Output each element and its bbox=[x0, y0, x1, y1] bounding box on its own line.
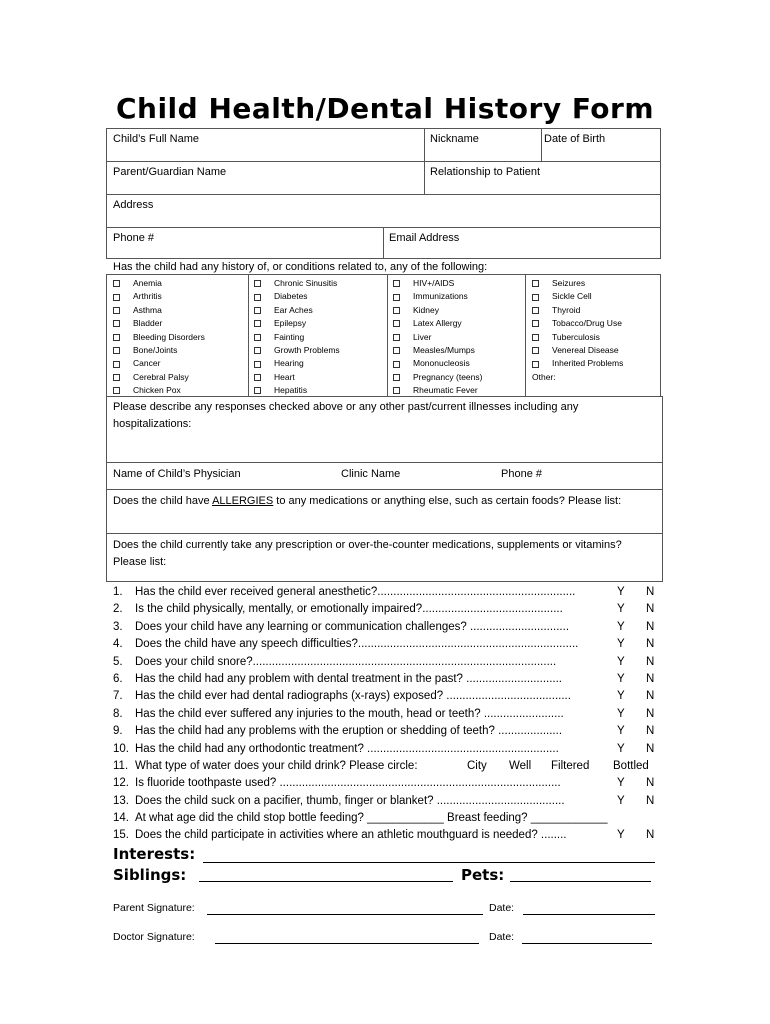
condition-item[interactable] bbox=[532, 331, 660, 344]
condition-label: Tuberculosis bbox=[552, 331, 600, 342]
yes-option[interactable]: Y bbox=[617, 620, 625, 633]
checkbox[interactable] bbox=[393, 374, 400, 381]
condition-item[interactable] bbox=[254, 331, 388, 344]
relationship-label: Relationship to Patient bbox=[430, 166, 541, 178]
checkbox[interactable] bbox=[254, 334, 261, 341]
condition-item[interactable] bbox=[254, 317, 388, 330]
question-text: Has the child had any problems with the eruption or shedding of teeth? .................... bbox=[135, 725, 563, 738]
condition-label: Chicken Pox bbox=[133, 385, 181, 396]
question-text: Has the child ever received general anesthetic?.............................................................. bbox=[135, 586, 576, 598]
address-field[interactable] bbox=[107, 195, 660, 228]
condition-item[interactable] bbox=[532, 304, 660, 317]
checkbox[interactable] bbox=[532, 307, 539, 314]
condition-label: Inherited Problems bbox=[552, 358, 624, 369]
condition-item[interactable] bbox=[254, 357, 388, 370]
doctor-signature-line[interactable] bbox=[215, 943, 479, 944]
condition-item[interactable] bbox=[393, 317, 527, 330]
medications-field[interactable] bbox=[107, 534, 662, 581]
condition-label: Immunizations bbox=[413, 291, 468, 302]
no-option[interactable]: N bbox=[646, 707, 655, 720]
checkbox[interactable] bbox=[113, 280, 120, 287]
condition-label: Bleeding Disorders bbox=[133, 331, 205, 342]
address-label: Address bbox=[113, 199, 154, 211]
checkbox[interactable] bbox=[254, 374, 261, 381]
checkbox[interactable] bbox=[393, 294, 400, 301]
condition-label: Rheumatic Fever bbox=[413, 385, 478, 396]
no-option[interactable]: N bbox=[646, 794, 655, 807]
condition-item[interactable] bbox=[532, 290, 660, 303]
checkbox[interactable] bbox=[254, 280, 261, 287]
question-row bbox=[113, 775, 658, 792]
condition-item[interactable] bbox=[254, 277, 388, 290]
physician-row[interactable] bbox=[107, 463, 662, 490]
dob-label: Date of Birth bbox=[544, 133, 606, 145]
question-row bbox=[113, 827, 658, 844]
child-name-label: Child’s Full Name bbox=[113, 133, 199, 145]
condition-item[interactable] bbox=[254, 304, 388, 317]
yes-option[interactable]: Y bbox=[617, 672, 625, 685]
question-number: 13. bbox=[113, 794, 129, 807]
condition-label: Asthma bbox=[133, 304, 162, 315]
question-row bbox=[113, 688, 658, 705]
conditions-col-2 bbox=[254, 277, 388, 398]
condition-label: Bone/Joints bbox=[133, 344, 178, 355]
question-row bbox=[113, 758, 658, 775]
condition-label: Chronic Sinusitis bbox=[274, 278, 338, 288]
question-row bbox=[113, 810, 658, 827]
question-row bbox=[113, 619, 658, 636]
condition-item[interactable] bbox=[113, 344, 247, 357]
no-option[interactable]: N bbox=[646, 777, 655, 790]
question-row bbox=[113, 636, 658, 653]
question-text: Does the child suck on a pacifier, thumb, finger or blanket? ........................................ bbox=[135, 794, 565, 807]
question-row bbox=[113, 654, 658, 671]
pets-label: Pets: bbox=[461, 866, 505, 884]
checkbox[interactable] bbox=[532, 334, 539, 341]
condition-label: HIV+/AIDS bbox=[413, 278, 455, 288]
question-text: Does the child participate in activities where an athletic mouthguard is needed? ........ bbox=[135, 829, 567, 842]
no-option[interactable]: N bbox=[646, 829, 655, 842]
question-row bbox=[113, 723, 658, 740]
no-option[interactable]: N bbox=[646, 690, 655, 703]
condition-item[interactable] bbox=[532, 317, 660, 330]
yes-option[interactable]: Y bbox=[617, 655, 625, 668]
parent-signature-line[interactable] bbox=[207, 914, 483, 915]
yes-option[interactable]: Y bbox=[617, 638, 625, 651]
condition-label: Pregnancy (teens) bbox=[413, 371, 483, 382]
physician-phone-label: Phone # bbox=[501, 468, 542, 480]
checkbox[interactable] bbox=[113, 374, 120, 381]
question-number: 3. bbox=[113, 620, 123, 633]
checkbox[interactable] bbox=[532, 294, 539, 301]
condition-label: Cancer bbox=[133, 358, 161, 369]
checkbox[interactable] bbox=[113, 361, 120, 368]
nickname-field[interactable] bbox=[425, 129, 542, 162]
child-name-field[interactable] bbox=[107, 129, 425, 162]
condition-item[interactable] bbox=[254, 290, 388, 303]
question-row bbox=[113, 584, 658, 601]
allergies-field[interactable] bbox=[107, 490, 662, 534]
history-prompt: Has the child had any history of, or conditions related to, any of the following: bbox=[113, 261, 488, 273]
checkbox[interactable] bbox=[254, 361, 261, 368]
condition-item[interactable] bbox=[113, 277, 247, 290]
condition-item[interactable] bbox=[532, 344, 660, 357]
checkbox[interactable] bbox=[393, 334, 400, 341]
condition-item[interactable] bbox=[254, 371, 388, 384]
parent-date-line[interactable] bbox=[523, 914, 655, 915]
question-text: Does your child snore?............................................................................................... bbox=[135, 655, 557, 668]
question-text: Has the child had any orthodontic treatment? ............................................................ bbox=[135, 742, 559, 755]
condition-label: Anemia bbox=[133, 278, 162, 288]
question-text: Is fluoride toothpaste used? ........................................................................................ bbox=[135, 777, 561, 790]
checkbox[interactable] bbox=[254, 307, 261, 314]
question-text: Does your child have any learning or communication challenges? ............................... bbox=[135, 620, 570, 633]
question-row bbox=[113, 706, 658, 723]
phone-label: Phone # bbox=[113, 232, 154, 244]
yes-option[interactable]: Y bbox=[617, 777, 625, 790]
no-option[interactable]: N bbox=[646, 638, 655, 651]
describe-label: Please describe any responses checked above or any other past/current illnesses including any hospitalizations: bbox=[113, 401, 579, 430]
yes-option[interactable]: Y bbox=[617, 725, 625, 738]
question-text: Has the child ever suffered any injuries to the mouth, head or teeth? ......................... bbox=[135, 707, 564, 720]
checkbox[interactable] bbox=[393, 361, 400, 368]
clinic-name-label: Clinic Name bbox=[341, 468, 401, 480]
checkbox[interactable] bbox=[532, 320, 539, 327]
yes-option[interactable]: Y bbox=[617, 586, 625, 598]
condition-item[interactable] bbox=[393, 304, 527, 317]
doctor-signature-label: Doctor Signature: bbox=[113, 931, 195, 943]
condition-item[interactable] bbox=[393, 344, 527, 357]
parent-name-label: Parent/Guardian Name bbox=[113, 166, 227, 178]
condition-label: Venereal Disease bbox=[552, 344, 619, 355]
condition-label: Seizures bbox=[552, 278, 586, 288]
checkbox[interactable] bbox=[113, 334, 120, 341]
yes-option[interactable]: Y bbox=[617, 690, 625, 703]
question-row bbox=[113, 671, 658, 688]
question-text: Has the child had any problem with dental treatment in the past? .............................. bbox=[135, 672, 562, 685]
info-table bbox=[106, 128, 661, 259]
email-field[interactable] bbox=[384, 228, 660, 258]
medications-label: Does the child currently take any prescription or over-the-counter medications, supplements or vitamins? Please list: bbox=[113, 539, 622, 568]
parent-signature-label: Parent Signature: bbox=[113, 902, 195, 914]
question-number: 11. bbox=[113, 759, 129, 772]
question-number: 10. bbox=[113, 742, 129, 755]
conditions-col-4 bbox=[532, 277, 660, 371]
question-number: 14. bbox=[113, 812, 129, 825]
checkbox[interactable] bbox=[113, 347, 120, 354]
checkbox[interactable] bbox=[393, 320, 400, 327]
condition-item[interactable] bbox=[113, 304, 247, 317]
checkbox[interactable] bbox=[393, 280, 400, 287]
question-text: Does the child have any speech difficulties?..................................................................... bbox=[135, 638, 579, 651]
conditions-grid bbox=[106, 274, 661, 397]
condition-label: Epilepsy bbox=[274, 318, 307, 329]
question-text: At what age did the child stop bottle feeding? ____________ Breast feeding? ____________ bbox=[135, 812, 608, 825]
condition-label: Cerebral Palsy bbox=[133, 371, 189, 382]
interests-line[interactable] bbox=[203, 862, 655, 863]
checkbox[interactable] bbox=[113, 307, 120, 314]
condition-label: Fainting bbox=[274, 331, 305, 342]
checkbox[interactable] bbox=[254, 294, 261, 301]
yes-option[interactable]: Y bbox=[617, 707, 625, 720]
question-row bbox=[113, 793, 658, 810]
physician-name-label: Name of Child’s Physician bbox=[113, 468, 241, 480]
condition-label: Measles/Mumps bbox=[413, 344, 475, 355]
question-row bbox=[113, 601, 658, 618]
checkbox[interactable] bbox=[254, 387, 261, 394]
yes-option[interactable]: Y bbox=[617, 742, 625, 755]
water-option[interactable]: Filtered bbox=[551, 759, 590, 772]
doctor-date-label: Date: bbox=[489, 931, 515, 943]
condition-label: Bladder bbox=[133, 318, 163, 329]
describe-field[interactable] bbox=[107, 397, 662, 463]
phone-field[interactable] bbox=[107, 228, 384, 258]
question-number: 6. bbox=[113, 672, 123, 685]
condition-label: Tobacco/Drug Use bbox=[552, 318, 622, 329]
checkbox[interactable] bbox=[393, 387, 400, 394]
no-option[interactable]: N bbox=[646, 620, 655, 633]
no-option[interactable]: N bbox=[646, 725, 655, 738]
parent-name-field[interactable] bbox=[107, 162, 425, 195]
pets-line[interactable] bbox=[510, 881, 651, 882]
condition-item[interactable] bbox=[393, 371, 527, 384]
checkbox[interactable] bbox=[532, 347, 539, 354]
question-text: Has the child ever had dental radiographs (x-rays) exposed? ....................................... bbox=[135, 690, 571, 703]
no-option[interactable]: N bbox=[646, 603, 655, 616]
condition-item[interactable] bbox=[113, 331, 247, 344]
questions-list bbox=[113, 584, 658, 845]
checkbox[interactable] bbox=[113, 387, 120, 394]
checkbox[interactable] bbox=[113, 294, 120, 301]
allergies-label: Does the child have ALLERGIES to any medications or anything else, such as certain foods? Please list: bbox=[113, 495, 622, 507]
question-text: Is the child physically, mentally, or emotionally impaired?............................................ bbox=[135, 603, 563, 616]
question-number: 4. bbox=[113, 638, 123, 651]
checkbox[interactable] bbox=[254, 347, 261, 354]
other-label: Other: bbox=[532, 372, 556, 382]
condition-item[interactable] bbox=[113, 371, 247, 384]
siblings-line[interactable] bbox=[199, 881, 453, 882]
condition-label: Hearing bbox=[274, 358, 304, 369]
condition-item[interactable] bbox=[393, 277, 527, 290]
question-number: 12. bbox=[113, 777, 129, 790]
checkbox[interactable] bbox=[532, 280, 539, 287]
condition-item[interactable] bbox=[113, 290, 247, 303]
question-number: 7. bbox=[113, 690, 123, 703]
condition-label: Diabetes bbox=[274, 291, 308, 302]
question-text: What type of water does your child drink? Please circle: bbox=[135, 759, 418, 772]
no-option[interactable]: N bbox=[646, 742, 655, 755]
yes-option[interactable]: Y bbox=[617, 829, 625, 842]
question-row bbox=[113, 741, 658, 758]
question-number: 8. bbox=[113, 707, 123, 720]
condition-item[interactable] bbox=[113, 357, 247, 370]
condition-item[interactable] bbox=[532, 357, 660, 370]
conditions-col-1 bbox=[113, 277, 247, 398]
condition-label: Thyroid bbox=[552, 304, 581, 315]
condition-label: Growth Problems bbox=[274, 344, 340, 355]
condition-label: Liver bbox=[413, 331, 432, 342]
no-option[interactable]: N bbox=[646, 586, 655, 598]
question-number: 5. bbox=[113, 655, 123, 668]
question-number: 9. bbox=[113, 725, 123, 738]
email-label: Email Address bbox=[389, 232, 460, 244]
condition-item[interactable] bbox=[393, 331, 527, 344]
water-option[interactable]: City bbox=[467, 759, 487, 772]
water-option[interactable]: Well bbox=[509, 759, 532, 772]
siblings-label: Siblings: bbox=[113, 866, 187, 884]
question-number: 2. bbox=[113, 603, 123, 616]
condition-label: Mononucleosis bbox=[413, 358, 470, 369]
dob-field[interactable] bbox=[542, 129, 660, 162]
details-table bbox=[106, 396, 663, 582]
water-option[interactable]: Bottled bbox=[613, 759, 649, 772]
yes-option[interactable]: Y bbox=[617, 603, 625, 616]
condition-label: Latex Allergy bbox=[413, 318, 462, 329]
condition-label: Sickle Cell bbox=[552, 291, 592, 302]
condition-label: Ear Aches bbox=[274, 304, 313, 315]
question-number: 15. bbox=[113, 829, 129, 842]
question-number: 1. bbox=[113, 586, 123, 598]
condition-label: Heart bbox=[274, 371, 295, 382]
relationship-field[interactable] bbox=[425, 162, 660, 195]
interests-label: Interests: bbox=[113, 845, 196, 863]
checkbox[interactable] bbox=[393, 307, 400, 314]
checkbox[interactable] bbox=[532, 361, 539, 368]
yes-option[interactable]: Y bbox=[617, 794, 625, 807]
conditions-col-3 bbox=[393, 277, 527, 398]
condition-item[interactable] bbox=[254, 344, 388, 357]
form-title: Child Health/Dental History Form bbox=[115, 92, 655, 125]
doctor-date-line[interactable] bbox=[522, 943, 652, 944]
condition-item[interactable] bbox=[393, 357, 527, 370]
no-option[interactable]: N bbox=[646, 672, 655, 685]
condition-label: Arthritis bbox=[133, 291, 162, 302]
condition-item[interactable] bbox=[393, 290, 527, 303]
no-option[interactable]: N bbox=[646, 655, 655, 668]
condition-item[interactable] bbox=[113, 317, 247, 330]
checkbox[interactable] bbox=[113, 320, 120, 327]
nickname-label: Nickname bbox=[430, 133, 479, 145]
condition-label: Hepatitis bbox=[274, 385, 308, 396]
checkbox[interactable] bbox=[254, 320, 261, 327]
condition-item[interactable] bbox=[532, 277, 660, 290]
checkbox[interactable] bbox=[393, 347, 400, 354]
parent-date-label: Date: bbox=[489, 902, 515, 914]
condition-label: Kidney bbox=[413, 304, 439, 315]
